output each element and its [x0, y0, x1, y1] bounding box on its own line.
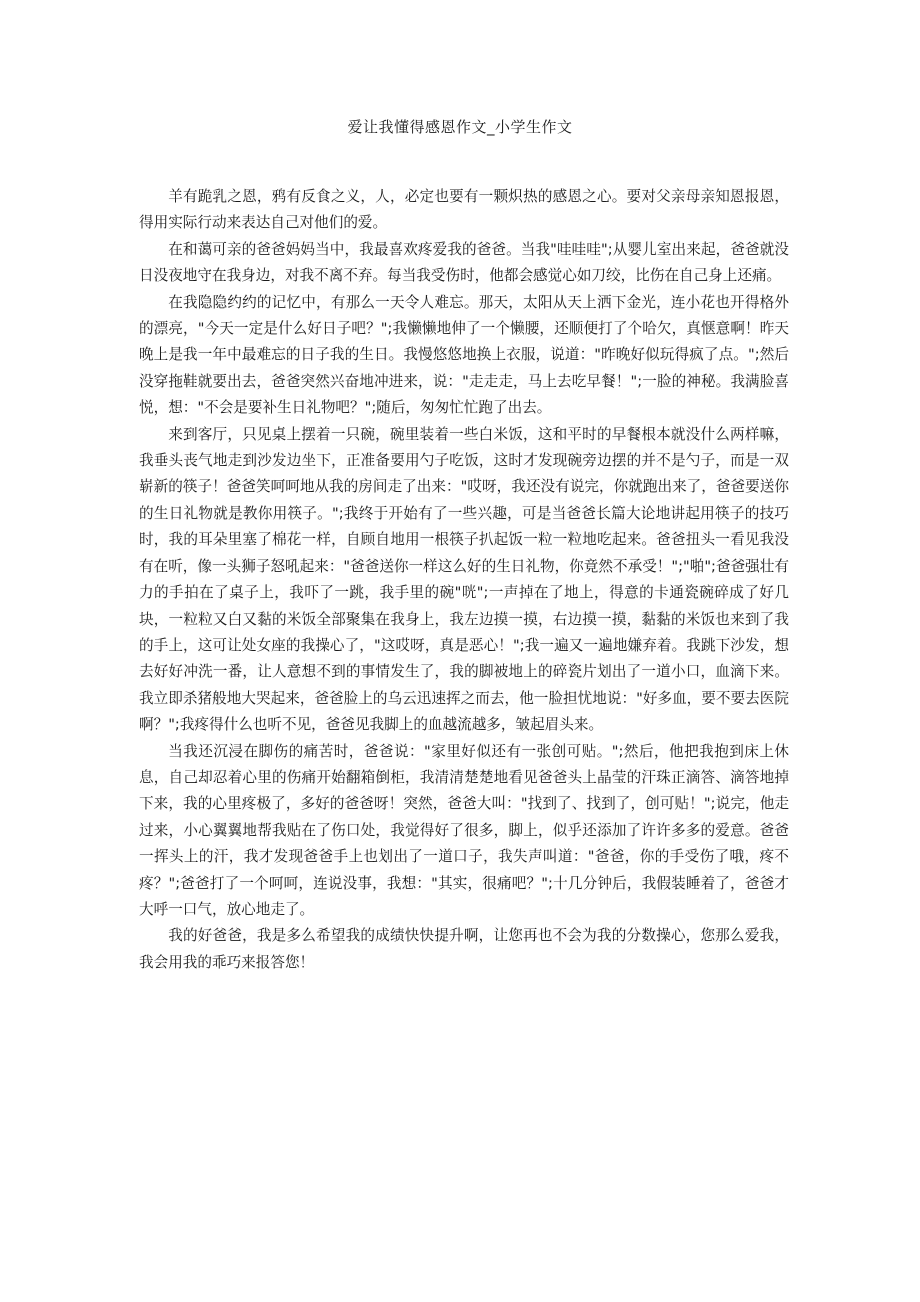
paragraph: 当我还沉浸在脚伤的痛苦时，爸爸说："家里好似还有一张创可贴。";然后，他把我抱到床上休息，自己却忍着心里的伤痛开始翻箱倒柜，我清清楚楚地看见爸爸头上晶莹的汗珠正滴答、滴答地掉下来，我的心里疼极了，多好的爸爸呀！突然，爸爸大叫："找到了、找到了，创可贴！";说完，他走过来，小心翼翼地帮我贴在了伤口处，我觉得好了很多，脚上，似乎还添加了许许多多的爱意。爸爸一挥头上的汗，我才发现爸爸手上也划出了一道口子，我失声叫道："爸爸，你的手受伤了哦，疼不疼？";爸爸打了一个呵呵，连说没事，我想："其实，很痛吧？";十几分钟后，我假装睡着了，爸爸才大呼一口气，放心地走了。 — [139, 742, 789, 918]
paragraph: 在我隐隐约约的记忆中，有那么一天令人难忘。那天，太阳从天上洒下金光，连小花也开得格外的漂亮，"今天一定是什么好日子吧？";我懒懒地伸了一个懒腰，还顺便打了个哈欠，真惬意啊！昨天晚上是我一年中最难忘的日子我的生日。我慢悠悠地换上衣服，说道："昨晚好似玩得疯了点。";然后没穿拖鞋就要出去，爸爸突然兴奋地冲进来，说："走走走，马上去吃早餐！";一脸的神秘。我满脸喜悦，想："不会是要补生日礼物吧？";随后，匆匆忙忙跑了出去。 — [139, 293, 789, 417]
paragraph: 在和蔼可亲的爸爸妈妈当中，我最喜欢疼爱我的爸爸。当我"哇哇哇";从婴儿室出来起，爸爸就没日没夜地守在我身边，对我不离不弃。每当我受伤时，他都会感觉心如刀绞，比伤在自己身上还痛。 — [139, 240, 789, 285]
paragraph: 来到客厅，只见桌上摆着一只碗，碗里装着一些白米饭，这和平时的早餐根本就没什么两样嘛，我垂头丧气地走到沙发边坐下，正准备要用勺子吃饭，这时才发现碗旁边摆的并不是勺子，而是一双崭新的筷子！爸爸笑呵呵地从我的房间走了出来："哎呀，我还没有说完，你就跑出来了，爸爸要送你的生日礼物就是教你用筷子。";我终于开始有了一些兴趣，可是当爸爸长篇大论地讲起用筷子的技巧时，我的耳朵里塞了棉花一样，自顾自地用一根筷子扒起饭一粒一粒地吃起来。爸爸扭头一看见我没有在听，像一头狮子怒吼起来："爸爸送你一样这么好的生日礼物，你竟然不承受！";"啪";爸爸强壮有力的手拍在了桌子上，我吓了一跳，我手里的碗"咣";一声掉在了地上，得意的卡通瓷碗碎成了好几块，一粒粒又白又黏的米饭全部聚集在我身上，我左边摸一摸，右边摸一摸，黏黏的米饭也来到了我的手上，这可让处女座的我操心了，"这哎呀，真是恶心！";我一遍又一遍地嫌弃着。我跳下沙发，想去好好冲洗一番，让人意想不到的事情发生了，我的脚被地上的碎瓷片划出了一道小口，血滴下来。我立即杀猪般地大哭起来，爸爸脸上的乌云迅速挥之而去，他一脸担忧地说："好多血，要不要去医院啊？";我疼得什么也听不见，爸爸见我脚上的血越流越多，皱起眉头来。 — [139, 425, 789, 734]
paragraph: 羊有跪乳之恩，鸦有反食之义，人，必定也要有一颗炽热的感恩之心。要对父亲母亲知恩报恩，得用实际行动来表达自己对他们的爱。 — [139, 188, 789, 232]
paragraph: 我的好爸爸，我是多么希望我的成绩快快提升啊，让您再也不会为我的分数操心，您那么爱我，我会用我的乖巧来报答您！ — [139, 927, 789, 971]
page-title: 爱让我懂得感恩作文_小学生作文 — [347, 118, 573, 136]
article-body — [139, 184, 789, 976]
